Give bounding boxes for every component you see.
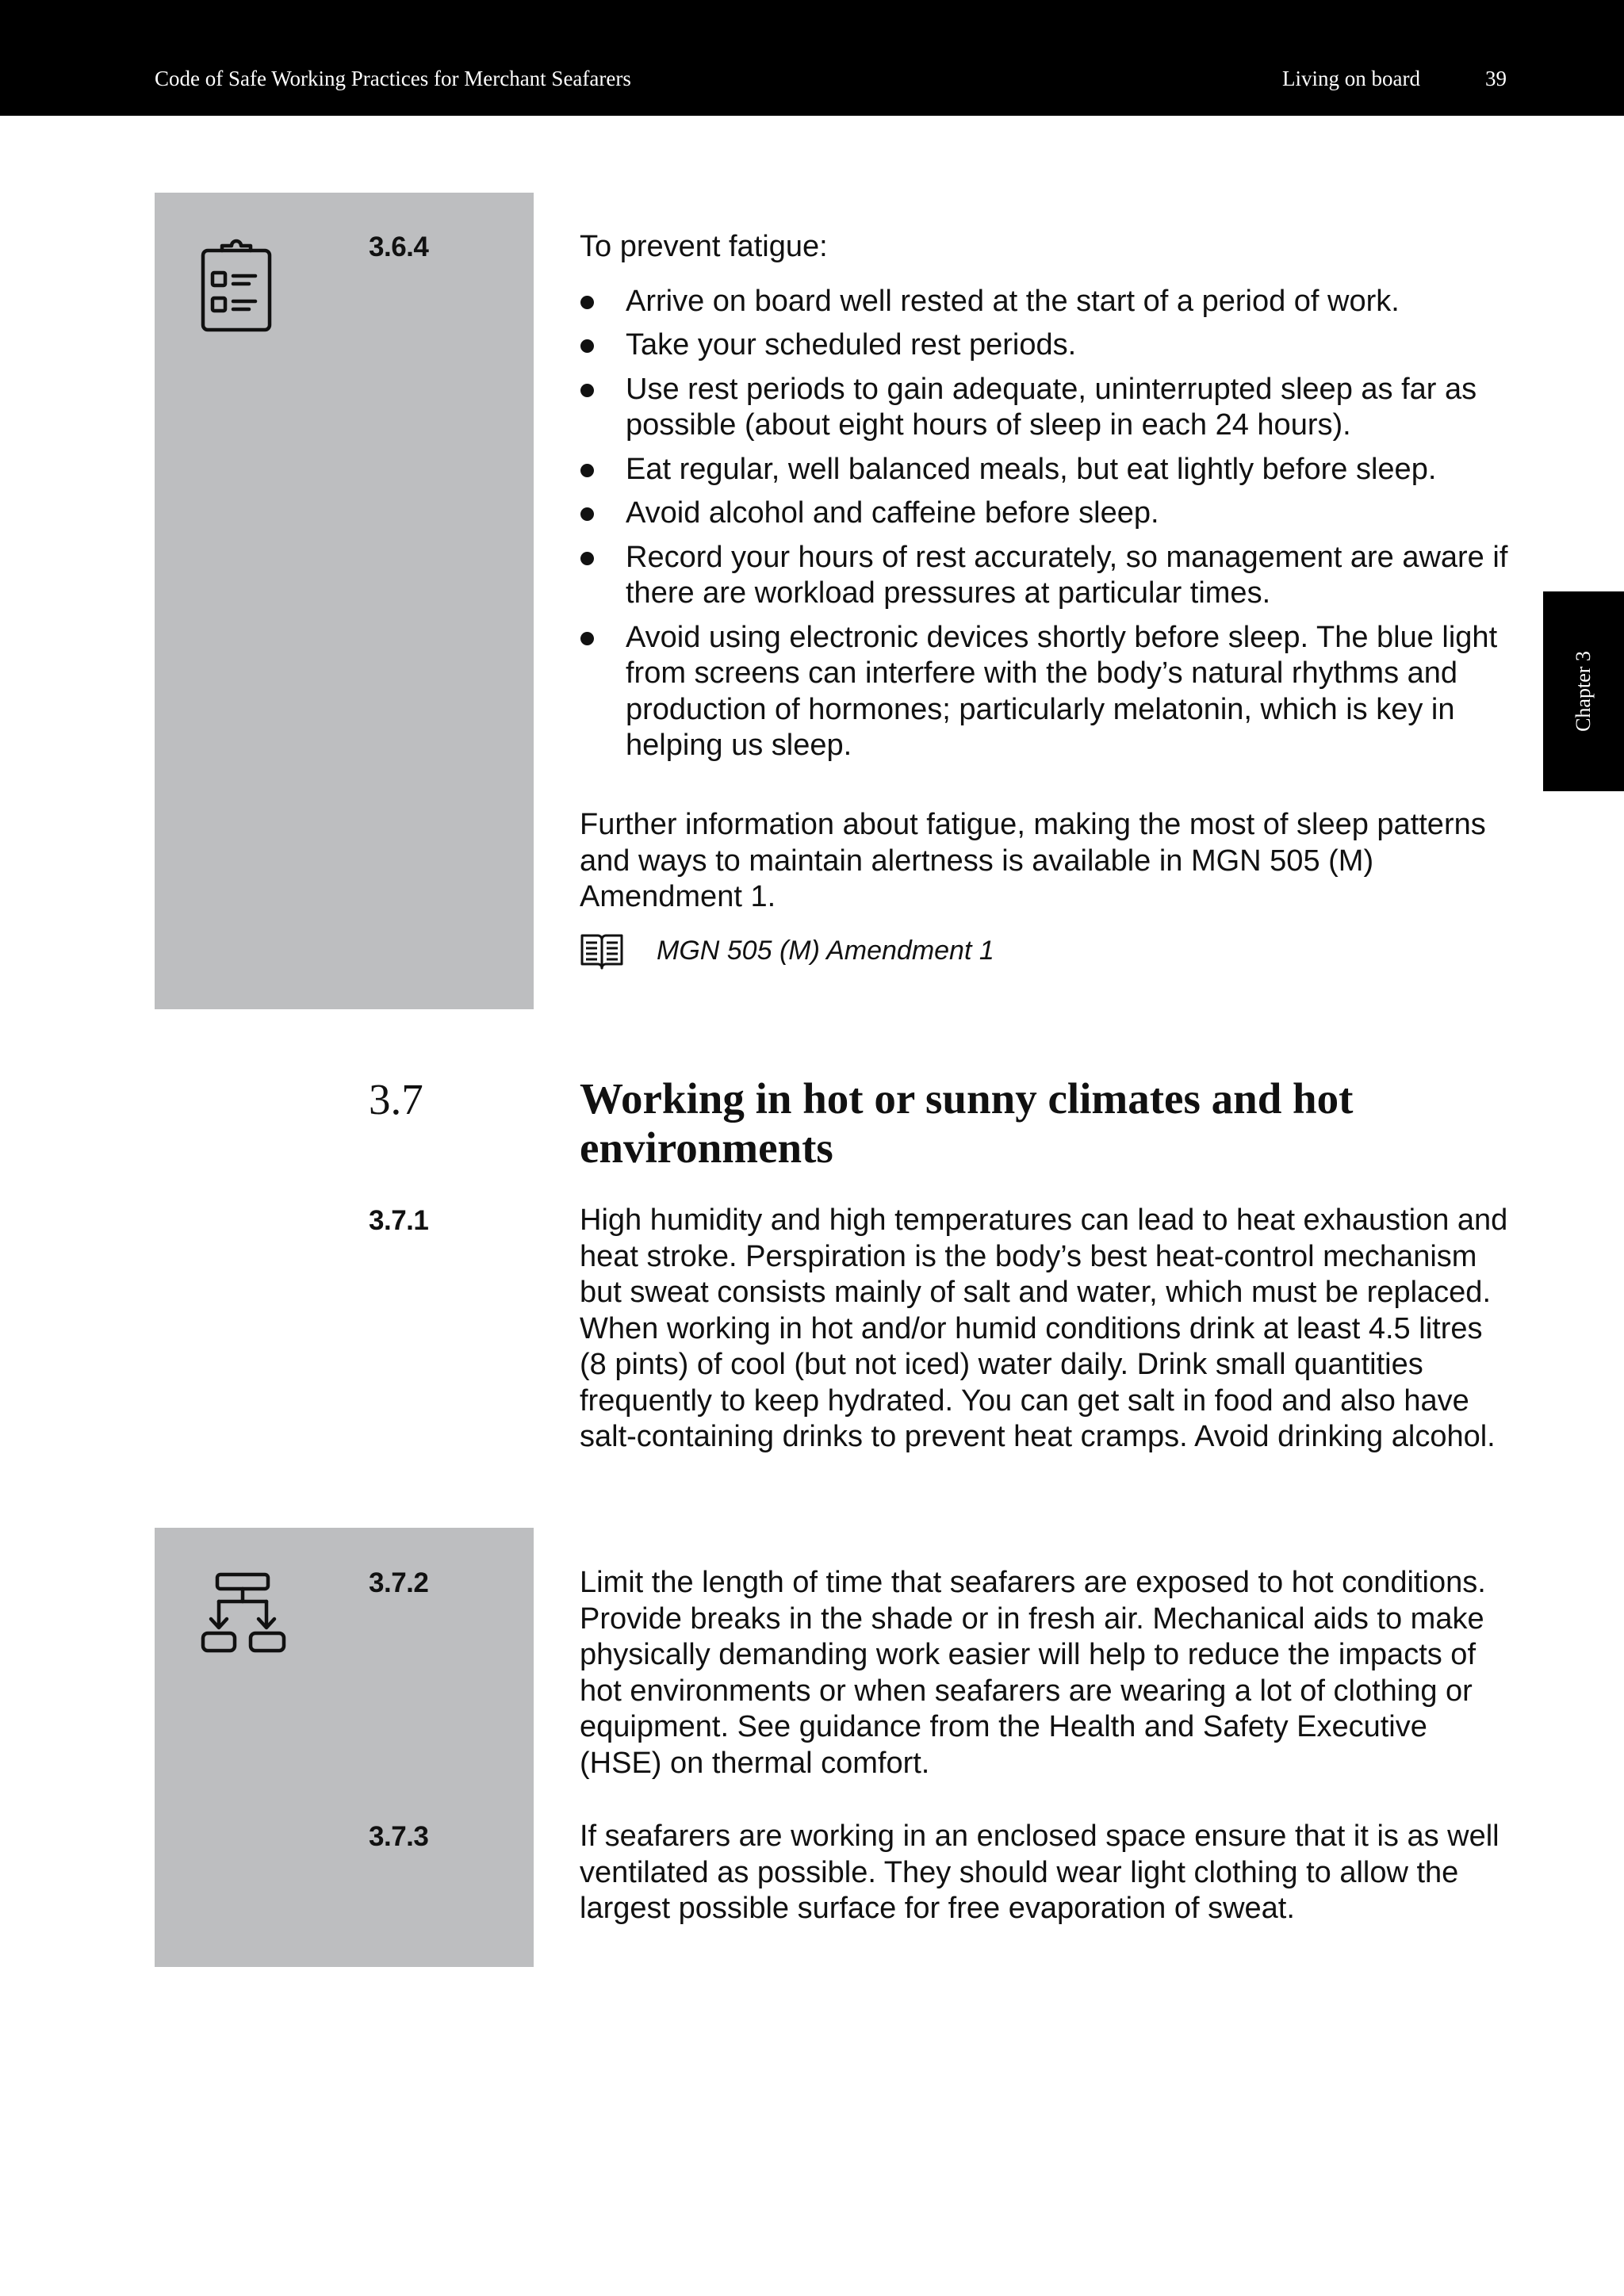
paragraph-3-7-3: If seafarers are working in an enclosed space ensure that it is as well ventilated as possible. They should wear light clothing to allow the largest possible surface for free evaporation of sweat. [580,1820,1500,1925]
paragraph-3-6-4 [580,229,1515,772]
paragraph-3-7-1: High humidity and high temperatures can lead to heat exhaustion and heat stroke. Perspiration is the body’s best heat-control mechanism but sweat consists mainly of salt and water, which must be replaced. When working in hot and/or humid conditions drink at least 4.5 litres (8 pints) of cool (but not iced) water daily. Drink small quantities frequently to keep hydrated. You can get salt in food and also have salt-containing drinks to prevent heat cramps. Avoid drinking alcohol. [580,1203,1508,1453]
further-information-text: Further information about fatigue, making the most of sleep patterns and ways to maintain alertness is available in MGN 505 (M) Amendment 1. [580,808,1486,913]
paragraph-3-7-2: Limit the length of time that seafarers are exposed to hot conditions. Provide breaks in the shade or in fresh air. Mechanical aids to make physically demanding work easier will help to reduce the impacts of hot environments or when seafarers are wearing a lot of clothing or equipment. See guidance from the Health and Safety Executive (HSE) on thermal comfort. [580,1566,1486,1780]
paragraph-number-3-7-1: 3.7.1 [369,1205,429,1236]
section-number: 3.7 [369,1075,423,1123]
list-item: Use rest periods to gain adequate, uninterrupted sleep as far as possible (about eight hours of sleep in each 24 hours). [580,372,1515,444]
list-item: Eat regular, well balanced meals, but eat lightly before sleep. [580,452,1515,488]
list-item: Record your hours of rest accurately, so management are aware if there are workload pressures at particular times. [580,540,1515,612]
paragraph-number-3-6-4: 3.6.4 [369,232,429,262]
paragraph-number-3-7-2: 3.7.2 [369,1567,429,1598]
chapter-tab [1543,591,1624,791]
fatigue-prevention-list [580,284,1515,764]
list-item: Avoid using electronic devices shortly before sleep. The blue light from screens can interfere with the body’s natural rhythms and production of hormones; particularly melatonin, which is key in helping us sleep. [580,620,1515,764]
document-title: Code of Safe Working Practices for Merchant Seafarers [155,67,631,90]
running-section-name: Living on board [1282,67,1420,90]
page-header [0,0,1624,116]
chapter-tab-label: Chapter 3 [1572,651,1595,732]
paragraph-intro: To prevent fatigue: [580,230,828,263]
list-item: Take your scheduled rest periods. [580,327,1515,364]
list-item: Avoid alcohol and caffeine before sleep. [580,496,1515,532]
list-item: Arrive on board well rested at the start of a period of work. [580,284,1515,320]
open-book-icon [580,932,624,974]
reference-citation: MGN 505 (M) Amendment 1 [657,936,994,966]
page-number: 39 [1485,67,1507,90]
section-title: Working in hot or sunny climates and hot environments [580,1074,1354,1172]
flowchart-hierarchy-icon [200,1571,289,1659]
clipboard-checklist-icon [198,236,274,335]
paragraph-number-3-7-3: 3.7.3 [369,1821,429,1852]
